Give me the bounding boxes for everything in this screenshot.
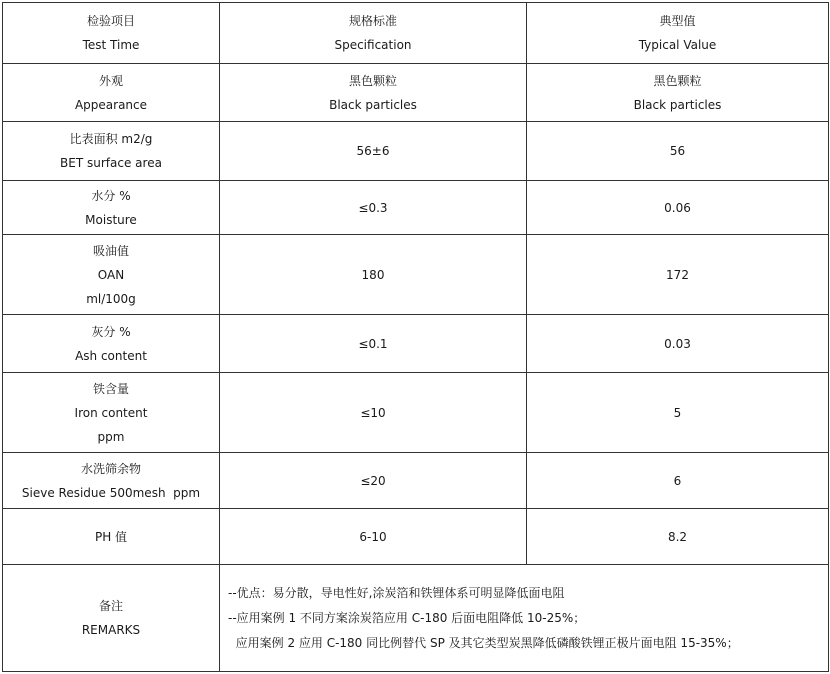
typical-value-en: Black particles — [633, 97, 722, 112]
spec-cell — [220, 509, 527, 565]
spec-value: ≤0.1 — [358, 336, 388, 351]
item-cell — [3, 235, 220, 315]
item-cell — [3, 181, 220, 235]
table-row-bet-surface-area — [3, 122, 829, 181]
typical-value: 8.2 — [667, 529, 688, 544]
item-label-cn: 水洗筛余物 — [80, 461, 141, 476]
typical-cell — [527, 373, 829, 453]
specification-table — [2, 2, 829, 672]
header-row — [3, 3, 829, 64]
remarks-line: 应用案例 2 应用 C-180 同比例替代 SP 及其它类型炭黑降低磷酸铁锂正极片面电阻 15-35%； — [228, 635, 739, 650]
spec-value-en: Black particles — [329, 97, 417, 112]
spec-cell — [220, 315, 527, 373]
spec-value: ≤20 — [360, 473, 386, 488]
item-label-cn: 外观 — [98, 73, 123, 88]
item-label-en: Ash content — [75, 348, 147, 363]
spec-value: 6-10 — [359, 529, 387, 544]
table-row-moisture — [3, 181, 829, 235]
remarks-label-cell — [3, 565, 220, 672]
typical-value: 0.06 — [664, 200, 691, 215]
spec-value: ≤10 — [360, 405, 386, 420]
typical-cell — [527, 315, 829, 373]
spec-cell — [220, 373, 527, 453]
remarks-label-cn: 备注 — [98, 599, 123, 613]
header-item-cn: 检验项目 — [86, 14, 135, 28]
item-label: PH 值 — [94, 529, 128, 544]
spec-cell — [220, 235, 527, 315]
typical-value: 6 — [673, 473, 682, 488]
header-item-en: Test Time — [82, 38, 140, 52]
item-cell — [3, 64, 220, 122]
item-cell — [3, 315, 220, 373]
item-label-en: Appearance — [74, 97, 148, 112]
typical-value: 5 — [673, 405, 682, 420]
typical-value-cn: 黑色颗粒 — [653, 73, 702, 88]
table-row-ash-content — [3, 315, 829, 373]
remarks-label-en: REMARKS — [81, 623, 141, 637]
typical-cell — [527, 235, 829, 315]
spec-value-cn: 黑色颗粒 — [348, 73, 397, 88]
header-typical-cn: 典型值 — [659, 14, 696, 28]
item-label-cn: 水分 % — [91, 188, 131, 203]
item-cell — [3, 453, 220, 509]
table-row-oan — [3, 235, 829, 315]
header-spec-en: Specification — [334, 38, 412, 52]
table-row-sieve-residue — [3, 453, 829, 509]
spec-cell — [220, 181, 527, 235]
table-row-remarks — [3, 565, 829, 672]
remarks-content-cell — [220, 565, 829, 672]
typical-cell — [527, 509, 829, 565]
header-spec-cell — [220, 3, 527, 64]
item-label-cn: 铁含量 — [92, 381, 129, 396]
item-label-cn: 吸油值 — [92, 243, 129, 258]
item-label-en: BET surface area — [60, 156, 162, 170]
item-label-cn: 比表面积 m2/g — [69, 132, 153, 146]
spec-cell — [220, 453, 527, 509]
header-typical-cell — [527, 3, 829, 64]
spec-cell — [220, 64, 527, 122]
spec-value: 180 — [361, 267, 385, 282]
spec-cell — [220, 122, 527, 181]
spec-value: ≤0.3 — [358, 200, 388, 215]
item-label-en: Sieve Residue 500mesh ppm — [21, 485, 201, 500]
table-row-ph — [3, 509, 829, 565]
item-cell — [3, 509, 220, 565]
table-row-iron-content — [3, 373, 829, 453]
remarks-line: --优点：易分散，导电性好,涂炭箔和铁锂体系可明显降低面电阻 — [228, 585, 565, 600]
item-label-unit: ml/100g — [86, 291, 136, 306]
item-label-en: Iron content — [74, 405, 148, 420]
header-typical-en: Typical Value — [638, 38, 717, 52]
item-label-en: Moisture — [85, 212, 137, 227]
table-row-appearance — [3, 64, 829, 122]
item-label-unit: ppm — [97, 429, 125, 444]
typical-value: 0.03 — [664, 336, 691, 351]
item-label-cn: 灰分 % — [91, 324, 131, 339]
typical-value: 172 — [666, 267, 689, 282]
spec-value: 56±6 — [356, 144, 390, 158]
typical-value: 56 — [669, 144, 686, 158]
typical-cell — [527, 453, 829, 509]
typical-cell — [527, 181, 829, 235]
item-cell — [3, 373, 220, 453]
remarks-line: --应用案例 1 不同方案涂炭箔应用 C-180 后面电阻降低 10-25%； — [228, 610, 586, 625]
typical-cell — [527, 122, 829, 181]
typical-cell — [527, 64, 829, 122]
header-item-cell — [3, 3, 220, 64]
header-spec-cn: 规格标准 — [348, 14, 397, 28]
item-cell — [3, 122, 220, 181]
item-label-en: OAN — [97, 267, 125, 282]
